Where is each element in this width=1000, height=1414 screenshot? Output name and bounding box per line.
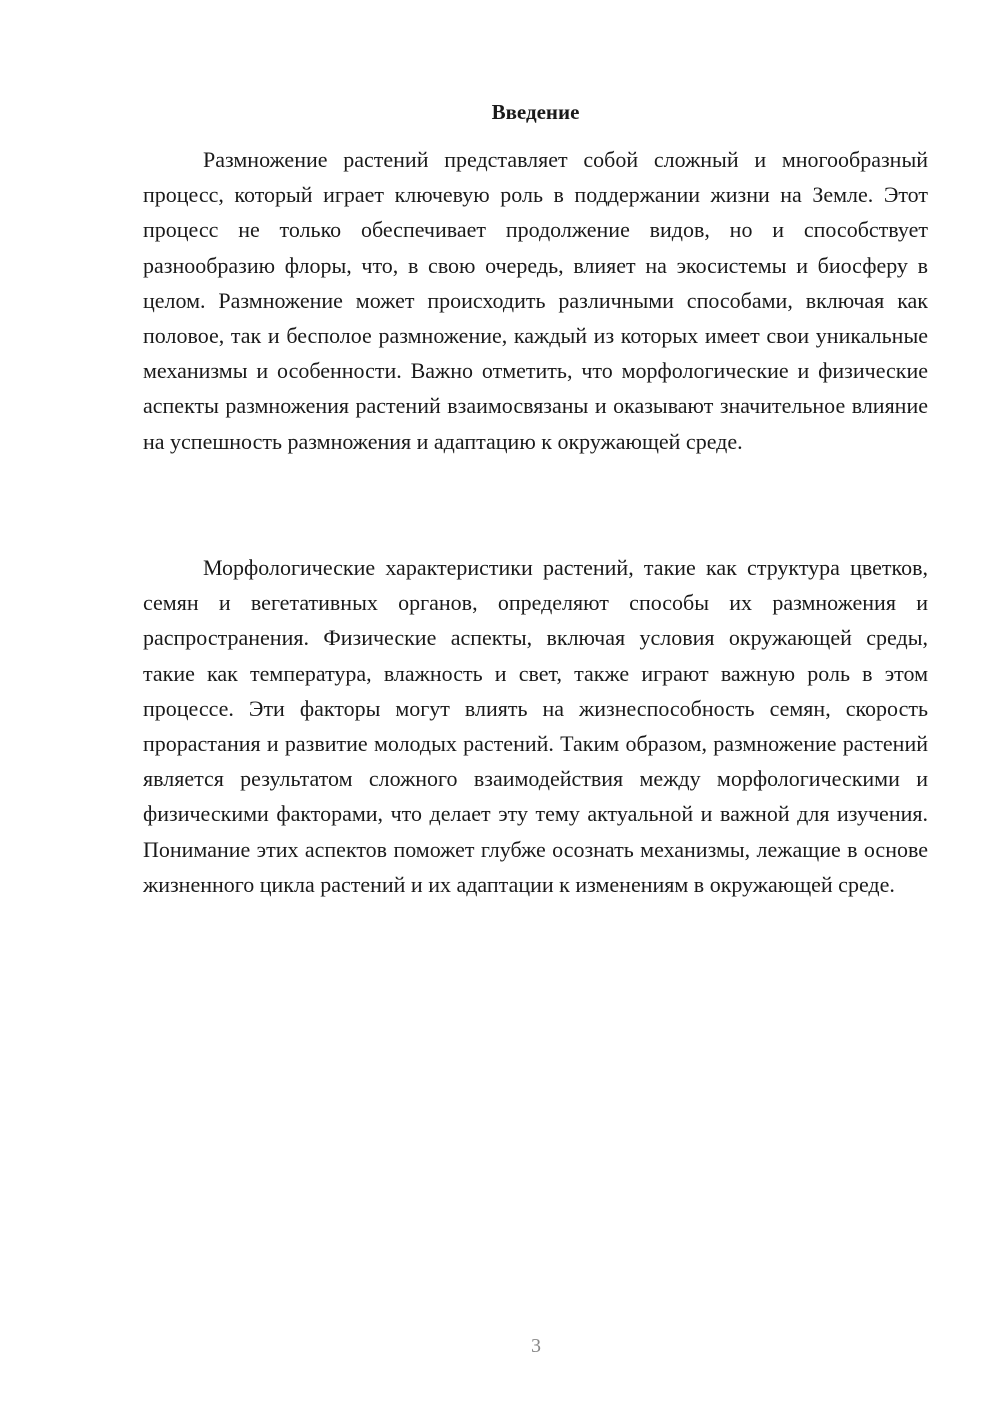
section-heading: Введение: [491, 100, 580, 124]
paragraph-1: Размножение растений представляет собой сложный и многообразный процесс, который играет ключевую роль в поддержании жизни на Земле. Этот процесс не только обеспечивает продолжение видов, но и способствует разнообразию флоры, что, в свою очередь, влияет на экосистемы и биосферу в целом. Размножение может происходить различными способами, включая как половое, так и бесполое размножение, каждый из которых имеет свои уникальные механизмы и особенности. Важно отметить, что морфологические и физические аспекты размножения растений взаимосвязаны и оказывают значительное влияние на успешность размножения и адаптацию к окружающей среде.: [143, 147, 928, 454]
paragraph-2: Морфологические характеристики растений, такие как структура цветков, семян и вегетативных органов, определяют способы их размножения и распространения. Физические аспекты, включая условия окружающей среды, такие как температура, влажность и свет, также играют важную роль в этом процессе. Эти факторы могут влиять на жизнеспособность семян, скорость прорастания и развитие молодых растений. Таким образом, размножение растений является результатом сложного взаимодействия между морфологическими и физическими факторами, что делает эту тему актуальной и важной для изучения. Понимание этих аспектов поможет глубже осознать механизмы, лежащие в основе жизненного цикла растений и их адаптации к изменениям в окружающей среде.: [143, 555, 928, 897]
page-number: 3: [531, 1335, 541, 1357]
